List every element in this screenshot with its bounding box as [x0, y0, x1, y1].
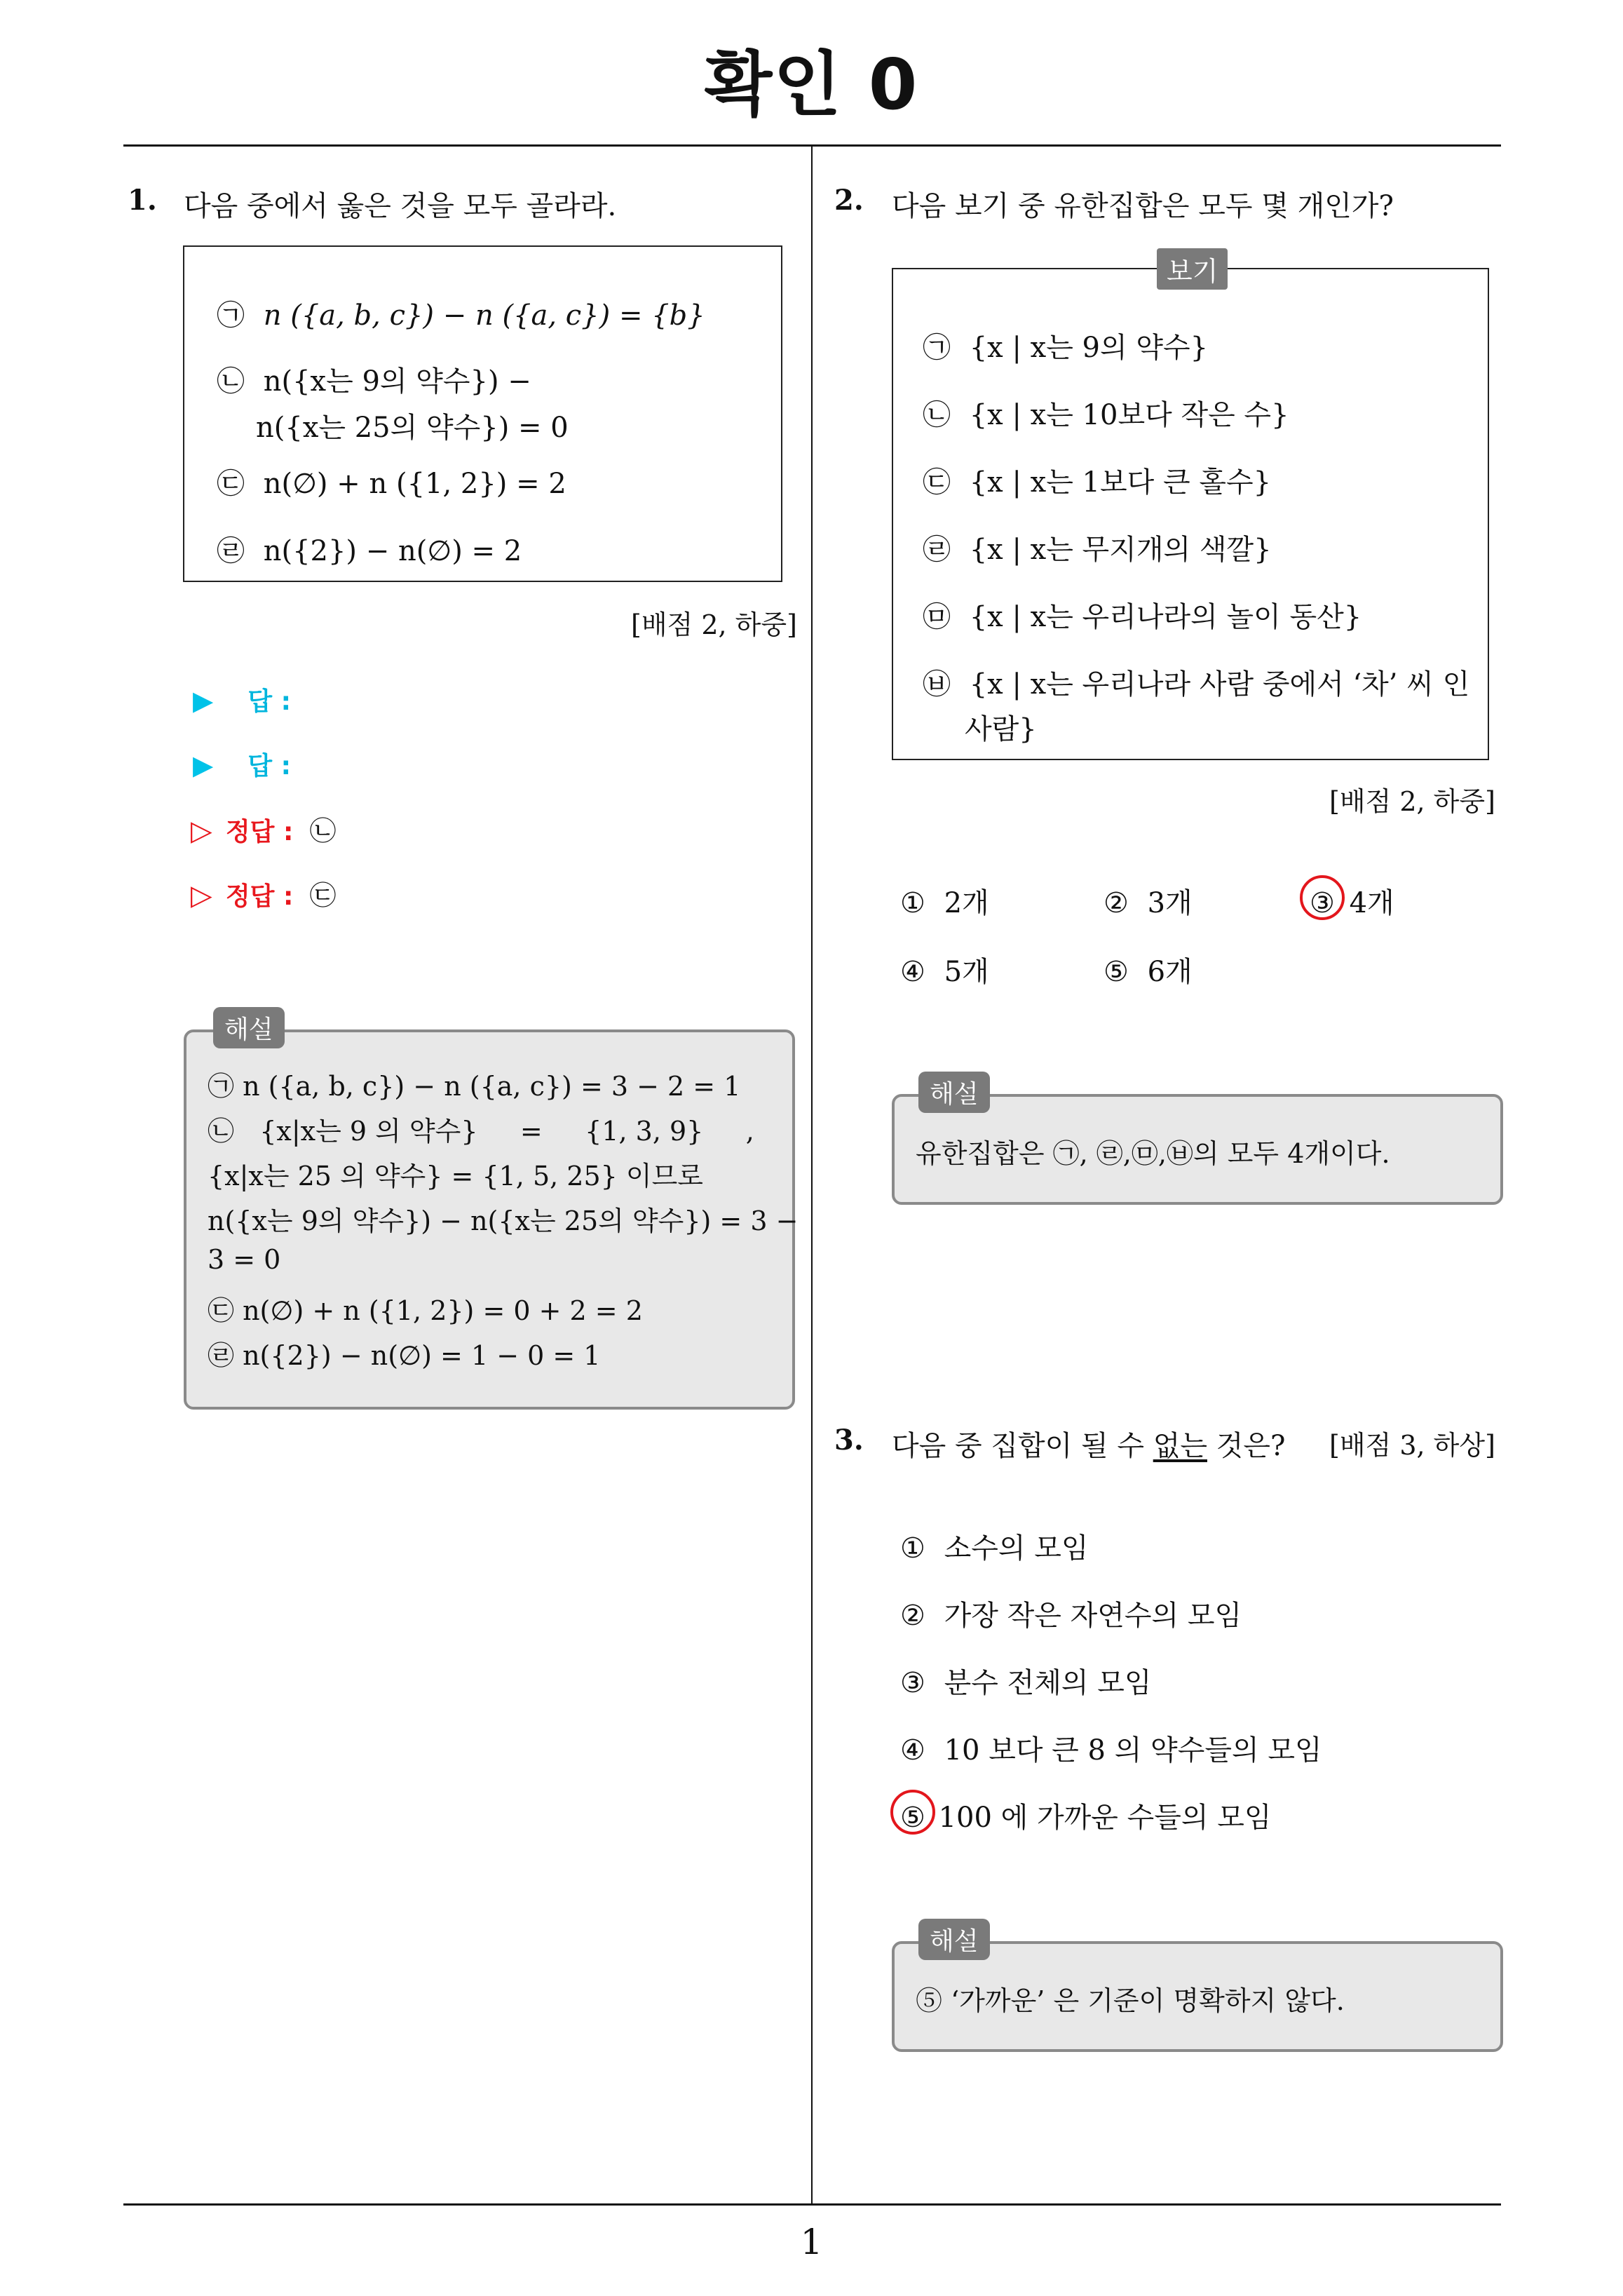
choice-mark: ④	[900, 956, 925, 988]
item-text: {x | x는 우리나라의 놀이 동산}	[969, 601, 1362, 633]
q2-choice-5[interactable]	[1103, 950, 1193, 990]
q1-explanation-line-3: {x|x는 25 의 약수} = {1, 5, 25} 이므로	[208, 1161, 704, 1191]
item-text: {x | x는 1보다 큰 홀수}	[969, 466, 1272, 499]
q2-bogi-item-e	[923, 595, 1361, 635]
choice-mark: ②	[900, 1600, 925, 1632]
q2-points: [배점 2, 하중]	[1329, 786, 1495, 817]
column-divider	[811, 146, 813, 2204]
item-text: {x | x는 10보다 작은 수}	[969, 399, 1289, 431]
item-mark: ㉡	[923, 399, 951, 431]
choice-mark: ⑤	[1103, 956, 1129, 988]
q2-bogi-item-f-line2: 사람}	[965, 713, 1037, 745]
choice-text: 4개	[1349, 887, 1394, 919]
q3-choice-1[interactable]	[900, 1526, 1089, 1566]
correct-label: 정답 :	[225, 818, 294, 846]
choice-text: 소수의 모임	[944, 1532, 1089, 1565]
q1-explanation-line-5: 3 = 0	[208, 1244, 281, 1275]
item-mark: ㉣	[923, 534, 951, 566]
correct-value: ㉢	[309, 880, 337, 911]
q1-answer-1[interactable]	[193, 682, 291, 717]
item-mark: ㉥	[923, 668, 951, 701]
choice-mark: ④	[900, 1734, 925, 1767]
q1-options-box	[183, 245, 782, 582]
option-text: n ({a, b, c}) − n ({a, c}) = {b}	[263, 299, 705, 332]
play-arrow-icon: ▶	[193, 750, 214, 781]
q2-text: 다음 보기 중 유한집합은 모두 몇 개인가?	[892, 190, 1394, 222]
q1-option-d[interactable]	[217, 529, 522, 569]
q3-text-after: 것은?	[1207, 1430, 1286, 1462]
page-title: 확인 0	[704, 43, 919, 126]
q1-option-c[interactable]	[217, 461, 566, 501]
q2-bogi-item-c	[923, 460, 1271, 500]
option-mark: ㉠	[217, 299, 245, 332]
outline-arrow-icon: ▷	[191, 879, 212, 912]
q3-choice-2[interactable]	[900, 1593, 1242, 1633]
q2-explanation-label: 해설	[918, 1072, 990, 1113]
choice-mark: ③	[1310, 887, 1335, 919]
q1-explanation-line-1: ㉠ n ({a, b, c}) − n ({a, c}) = 3 − 2 = 1	[208, 1071, 741, 1102]
q1-option-a[interactable]	[217, 293, 705, 333]
item-text-line1: {x | x는 우리나라 사람 중에서 ‘차’ 씨 인	[969, 668, 1470, 701]
q2-bogi-item-f	[923, 662, 1469, 702]
option-mark: ㉢	[217, 468, 245, 500]
q2-bogi-item-d	[923, 527, 1272, 567]
q1-option-b[interactable]	[217, 359, 531, 399]
q3-explanation-text: ⑤ ‘가까운’ 은 기준이 명확하지 않다.	[916, 1985, 1345, 2016]
q2-explanation-text: 유한집합은 ㉠, ㉣,㉤,㉥의 모두 4개이다.	[916, 1138, 1390, 1169]
q1-answer-2[interactable]	[193, 746, 291, 782]
choice-text: 3개	[1147, 887, 1193, 919]
q1-number: 1.	[128, 184, 157, 217]
item-mark: ㉤	[923, 601, 951, 633]
q1-correct-2	[191, 874, 336, 912]
item-text: {x | x는 9의 약수}	[969, 332, 1209, 364]
option-text: n({2}) − n(∅) = 2	[263, 535, 522, 567]
choice-text: 5개	[944, 956, 989, 988]
item-text: {x | x는 무지개의 색깔}	[969, 534, 1272, 566]
choice-text: 6개	[1147, 956, 1193, 988]
q1-option-b-line2: n({x는 25의 약수}) = 0	[256, 412, 569, 444]
q1-explanation-line-4: n({x는 9의 약수}) − n({x는 25의 약수}) = 3 −	[208, 1206, 799, 1236]
q3-choice-4[interactable]	[900, 1728, 1322, 1768]
q1-explanation-label: 해설	[213, 1007, 285, 1048]
q3-text-underlined: 없는	[1153, 1430, 1207, 1462]
choice-text: 100 에 가까운 수들의 모임	[938, 1802, 1272, 1834]
choice-mark: ⑤	[900, 1802, 925, 1834]
q3-choice-3[interactable]	[900, 1661, 1152, 1701]
q2-choice-1[interactable]	[900, 881, 989, 921]
option-text: n(∅) + n ({1, 2}) = 2	[263, 468, 566, 500]
item-mark: ㉠	[923, 332, 951, 364]
q1-text: 다음 중에서 옳은 것을 모두 골라라.	[184, 190, 617, 222]
q3-text-before: 다음 중 집합이 될 수	[892, 1430, 1153, 1462]
q3-choice-5[interactable]	[900, 1795, 1272, 1835]
choice-mark: ①	[900, 887, 925, 919]
q1-explanation-line-2: ㉡ {x|x는 9 의 약수} = {1, 3, 9} ,	[208, 1116, 754, 1147]
option-mark: ㉡	[217, 365, 245, 398]
q3-explanation-label: 해설	[918, 1919, 990, 1960]
q2-choice-4[interactable]	[900, 950, 989, 990]
q2-bogi-item-b	[923, 393, 1289, 433]
choice-text: 분수 전체의 모임	[944, 1667, 1152, 1699]
q3-points: [배점 3, 하상]	[1329, 1430, 1495, 1461]
q1-explanation-box	[184, 1029, 799, 1410]
q1-correct-1	[191, 809, 336, 848]
choice-mark: ①	[900, 1532, 925, 1565]
q2-choice-2[interactable]	[1103, 881, 1193, 921]
q2-number: 2.	[834, 184, 864, 217]
q2-bogi-item-a	[923, 325, 1208, 365]
play-arrow-icon: ▶	[193, 685, 214, 716]
correct-value: ㉡	[309, 816, 337, 846]
answer-label: 답 :	[247, 687, 292, 716]
q3-text	[892, 1424, 1285, 1464]
page-number: 1	[800, 2222, 823, 2262]
q2-bogi-label: 보기	[1157, 248, 1228, 290]
choice-mark: ③	[900, 1667, 925, 1699]
q3-number: 3.	[834, 1424, 864, 1457]
q1-points: [배점 2, 하중]	[631, 609, 797, 640]
bottom-rule	[123, 2203, 1501, 2206]
choice-text: 10 보다 큰 8 의 약수들의 모임	[944, 1734, 1322, 1767]
option-mark: ㉣	[217, 535, 245, 567]
correct-label: 정답 :	[225, 882, 294, 911]
q2-bogi-box	[892, 268, 1489, 760]
answer-label: 답 :	[247, 752, 292, 781]
choice-text: 2개	[944, 887, 989, 919]
choice-text: 가장 작은 자연수의 모임	[944, 1600, 1242, 1632]
choice-mark: ②	[1103, 887, 1129, 919]
q1-explanation-line-7: ㉣ n({2}) − n(∅) = 1 − 0 = 1	[208, 1340, 601, 1371]
q1-explanation-line-6: ㉢ n(∅) + n ({1, 2}) = 0 + 2 = 2	[208, 1295, 643, 1326]
option-text-line1: n({x는 9의 약수}) −	[263, 365, 531, 398]
item-mark: ㉢	[923, 466, 951, 499]
selected-circle-icon	[890, 1790, 935, 1835]
selected-circle-icon	[1300, 875, 1345, 920]
outline-arrow-icon: ▷	[191, 815, 212, 847]
